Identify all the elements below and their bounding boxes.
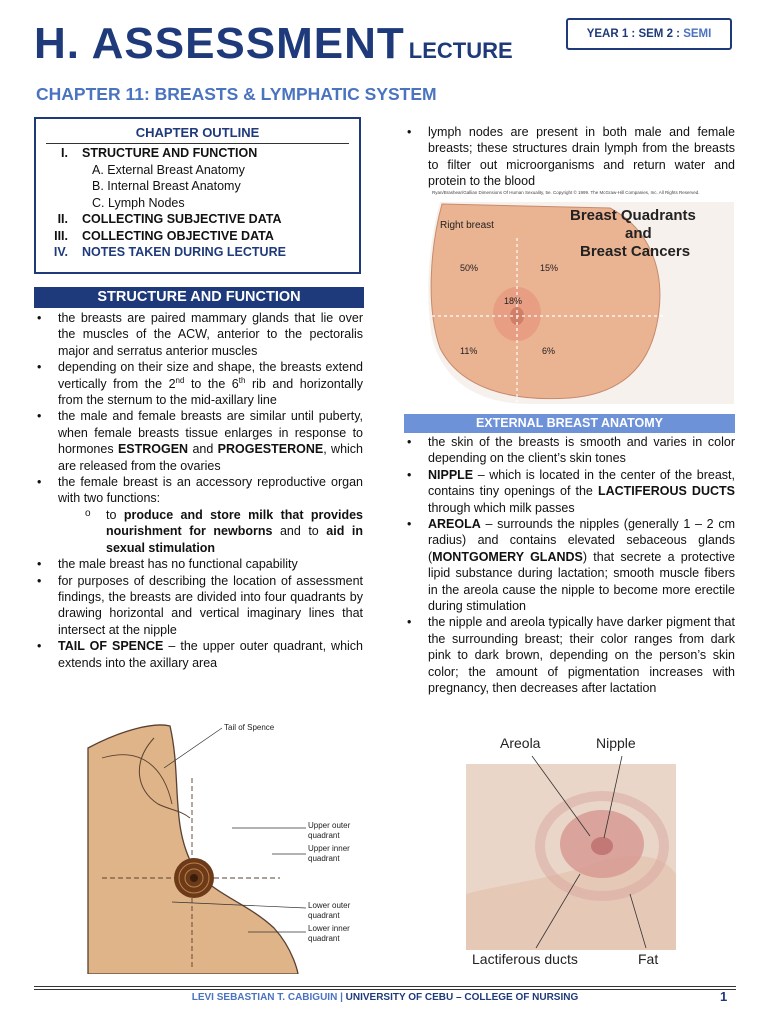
bold-term: TAIL OF SPENCE	[58, 639, 164, 654]
title-main: H. ASSESSMENT	[34, 19, 405, 68]
bullet-item	[404, 516, 735, 614]
right-column-bottom	[404, 434, 735, 697]
footer-rule	[34, 989, 736, 990]
bullet-text: through which milk passes	[428, 500, 575, 515]
label-lower-outer-2: quadrant	[308, 911, 340, 920]
outline-item	[44, 195, 351, 212]
bullet-text: the nipple and areola typically have darker pigment that the surrounding breast; their color ranges from dark pink to dark brown, depending on the person’s skin color; the amount of pigmentation increases with pregnancy, then decreases after lactation	[428, 615, 735, 696]
label-lower-outer: Lower outer	[308, 901, 351, 910]
outline-item	[44, 228, 351, 245]
outline-text: NOTES TAKEN DURING LECTURE	[82, 245, 286, 259]
nipple	[190, 874, 198, 882]
outline-divider	[46, 143, 349, 144]
areola-nipple-figure	[462, 734, 680, 970]
outline-item	[44, 162, 351, 179]
bullet-text: to the 6	[184, 376, 239, 391]
figure-title-3: Breast Cancers	[580, 243, 691, 260]
pct-upper-inner: 15%	[540, 263, 559, 273]
outline-text: STRUCTURE AND FUNCTION	[82, 146, 258, 160]
bold-term: PROGESTERONE	[217, 442, 324, 457]
superscript: nd	[175, 375, 185, 385]
footer	[34, 992, 736, 1003]
bullet-item	[34, 310, 363, 359]
bullet-text: the skin of the breasts is smooth and varies in color depending on the client’s skin tones	[428, 435, 735, 466]
bullet-item	[34, 359, 363, 408]
label-areola: Areola	[500, 735, 541, 751]
outline-item	[44, 211, 351, 228]
figure-title-2: and	[625, 225, 652, 242]
label-fat: Fat	[638, 951, 659, 967]
label-nipple: Nipple	[596, 735, 636, 751]
section-heading-external: EXTERNAL BREAST ANATOMY	[404, 414, 735, 433]
bold-term: ESTROGEN	[117, 442, 189, 457]
label-upper-outer-2: quadrant	[308, 831, 340, 840]
figure-title-1: Breast Quadrants	[570, 207, 696, 224]
bullet-item	[34, 638, 363, 671]
pct-lower-outer: 11%	[460, 346, 478, 356]
label-lower-inner-2: quadrant	[308, 934, 340, 943]
bullet-text: – the upper outer quadrant, which extends into the axillary area	[58, 639, 364, 670]
outline-num: IV.	[53, 245, 68, 259]
outline-text: A. External Breast Anatomy	[92, 162, 245, 177]
footer-university: UNIVERSITY OF CEBU – COLLEGE OF NURSING	[345, 992, 579, 1003]
label-right-breast: Right breast	[440, 220, 494, 231]
outline-num	[44, 162, 82, 179]
quadrants-diagram	[62, 718, 358, 974]
bullet-item	[404, 124, 735, 190]
bullet-text: – which is located in the center of the breast, contains tiny openings of the	[428, 467, 735, 499]
outline-num	[44, 178, 82, 195]
outline-num: I.	[61, 146, 68, 160]
outline-text: B. Internal Breast Anatomy	[92, 179, 241, 193]
bullet-item	[404, 614, 735, 696]
bullet-text: the breasts are paired mammary glands that lie over the muscles of the ACW, anterior to the pectoralis major and serratus anterior muscles	[58, 311, 363, 358]
outline-item	[44, 145, 351, 162]
bold-term: AREOLA	[428, 517, 481, 532]
bullet-text: , which are released from the ovaries	[58, 442, 363, 473]
breast-quadrants-figure	[420, 198, 734, 404]
bold-term: aid in sexual stimulation	[106, 524, 363, 555]
bullet-item	[34, 408, 363, 474]
outline-num: III.	[54, 228, 68, 243]
pct-central: 18%	[504, 296, 523, 306]
chapter-outline-box	[34, 117, 361, 274]
figure-credit: Ryan/Brashear/Gallian Dimensions Of Human Sexuality, 5e. Copyright © 1999. The McGraw-Hill Companies, Inc. All Rights Reserved.	[432, 190, 700, 195]
pct-lower-inner: 6%	[542, 346, 556, 356]
outline-num: II.	[57, 212, 68, 226]
label-upper-inner: Upper inner	[308, 844, 350, 853]
bullet-text: the male and female breasts are similar until puberty, when female breasts tissue enlarges in response to hormones	[58, 409, 363, 457]
bullet-text: and	[188, 442, 218, 457]
bullet-item	[34, 573, 363, 639]
bullet-item	[34, 474, 363, 556]
page-number: 1	[720, 989, 728, 1004]
footer-rule	[34, 986, 736, 987]
bullet-text: depending on their size and shape, the breasts extend vertically from the 2	[58, 360, 363, 391]
bullet-text: the female breast is an accessory reproductive organ with two functions:	[58, 475, 363, 506]
sub-bullet-item	[58, 507, 363, 556]
bullet-text: ) that secrete a protective lipid substance during lactation; smooth muscle fibers in the areola cause the nipple to become more erectile during stimulation	[428, 549, 736, 614]
outline-text: COLLECTING SUBJECTIVE DATA	[82, 212, 282, 226]
bullet-text: – surrounds the nipples (generally 1 – 2 cm radius) and contains elevated sebaceous glands (	[428, 517, 735, 564]
label-lower-inner: Lower inner	[308, 924, 350, 933]
outline-heading: CHAPTER OUTLINE	[135, 125, 260, 140]
outline-num	[44, 195, 82, 212]
year-badge	[566, 18, 732, 50]
outline-text: C. Lymph Nodes	[92, 195, 185, 210]
page-title	[34, 19, 513, 68]
superscript: th	[238, 375, 246, 385]
bold-term: NIPPLE	[428, 467, 474, 482]
nipple	[591, 837, 613, 855]
footer-author: LEVI SEBASTIAN T. CABIGUIN |	[191, 992, 346, 1003]
year-semi: SEMI	[683, 28, 712, 40]
bold-term: LACTIFEROUS DUCTS	[597, 484, 735, 499]
bullet-text: rib and horizontally from the sternum to the mid-axillary line	[58, 376, 363, 408]
outline-text: COLLECTING OBJECTIVE DATA	[82, 228, 274, 243]
bullet-text: lymph nodes are present in both male and female breasts; these structures drain lymph from the breasts to filter out microorganisms and return water and protein to the blood	[428, 125, 735, 189]
right-column-top	[404, 124, 735, 190]
bullet-text: for purposes of describing the location of assessment findings, the breasts are divided into four quadrants by drawing horizontal and vertical imaginary lines that intersect at the nipple	[58, 573, 363, 637]
bullet-item	[404, 434, 735, 467]
bullet-text: to	[106, 507, 124, 522]
bullet-item	[404, 467, 735, 516]
label-lactiferous-ducts: Lactiferous ducts	[472, 951, 578, 967]
outline-item	[44, 178, 351, 195]
title-suffix: LECTURE	[408, 38, 513, 63]
section-heading-structure: STRUCTURE AND FUNCTION	[34, 287, 364, 308]
label-upper-inner-2: quadrant	[308, 854, 340, 863]
label-tail-of-spence: Tail of Spence	[224, 723, 275, 732]
chapter-title: CHAPTER 11: BREASTS & LYMPHATIC SYSTEM	[36, 84, 437, 104]
left-column	[34, 310, 363, 671]
pct-upper-outer: 50%	[460, 263, 479, 273]
bullet-item	[34, 556, 363, 572]
label-upper-outer: Upper outer	[308, 821, 351, 830]
bold-term: produce and store milk that provides nourishment for newborns	[106, 507, 363, 539]
year-label: YEAR 1 : SEM 2 :	[586, 28, 684, 40]
bullet-text: the male breast has no functional capability	[58, 557, 298, 572]
bullet-text: and to	[272, 524, 327, 539]
bold-term: MONTGOMERY GLANDS	[432, 549, 583, 564]
outline-item	[44, 244, 351, 261]
